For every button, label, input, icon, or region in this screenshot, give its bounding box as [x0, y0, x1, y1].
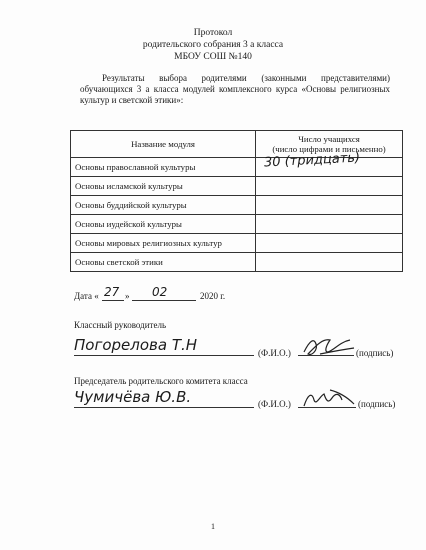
module-count	[256, 215, 403, 234]
date-day-line	[102, 300, 124, 301]
chair-name-line	[74, 407, 254, 408]
date-close-quote: »	[125, 291, 130, 301]
page-number: 1	[211, 522, 215, 531]
handwritten-day: 27	[104, 285, 120, 299]
handwritten-count: 30 (тридцать)	[263, 150, 361, 171]
date-year: 2020 г.	[200, 291, 226, 301]
table-row	[71, 253, 403, 272]
table-row	[71, 234, 403, 253]
module-name: Основы православной культуры	[71, 158, 256, 177]
chair-handwritten-name: Чумичёва Ю.В.	[74, 388, 192, 406]
module-count	[256, 177, 403, 196]
module-name: Основы светской этики	[71, 253, 256, 272]
teacher-fio-label: (Ф.И.О.)	[258, 348, 291, 358]
header-module: Название модуля	[71, 131, 256, 158]
module-name: Основы иудейской культуры	[71, 215, 256, 234]
module-name: Основы исламской культуры	[71, 177, 256, 196]
module-count	[256, 150, 403, 177]
teacher-sign-label: (подпись)	[356, 348, 394, 358]
module-count	[256, 253, 403, 272]
table-row	[71, 177, 403, 196]
module-name: Основы мировых религиозных культур	[71, 234, 256, 253]
header-count-line2: (число цифрами и письменно)	[272, 144, 386, 154]
teacher-signature	[300, 334, 358, 360]
handwritten-month: 02	[152, 285, 168, 299]
teacher-handwritten-name: Погорелова Т.Н	[74, 336, 198, 354]
teacher-label: Классный руководитель	[74, 320, 167, 330]
date-month-line	[132, 300, 196, 301]
table-row	[71, 158, 403, 177]
doc-subtitle: родительского собрания 3 а класса	[142, 40, 284, 50]
chair-fio-label: (Ф.И.О.)	[258, 399, 291, 409]
intro-paragraph	[80, 73, 390, 106]
doc-title: Протокол	[193, 28, 233, 38]
date-label: Дата «	[74, 291, 99, 301]
table-row	[71, 196, 403, 215]
chair-signature	[300, 386, 358, 412]
module-name: Основы буддийской культуры	[71, 196, 256, 215]
teacher-name-line	[74, 355, 254, 356]
intro-text: Результаты выбора родителями (законными представителями) обучающихся 3 а класса модулей комплексного курса «Основы религиозных культур и светской этики»:	[80, 73, 390, 105]
module-count	[256, 234, 403, 253]
table-row	[71, 215, 403, 234]
modules-table	[70, 130, 403, 272]
doc-school: МБОУ СОШ №140	[174, 52, 252, 62]
module-count	[256, 196, 403, 215]
chair-label: Председатель родительского комитета класса	[74, 376, 248, 386]
header-count-line1: Число учащихся	[298, 134, 360, 144]
chair-sign-label: (подпись)	[358, 399, 396, 409]
